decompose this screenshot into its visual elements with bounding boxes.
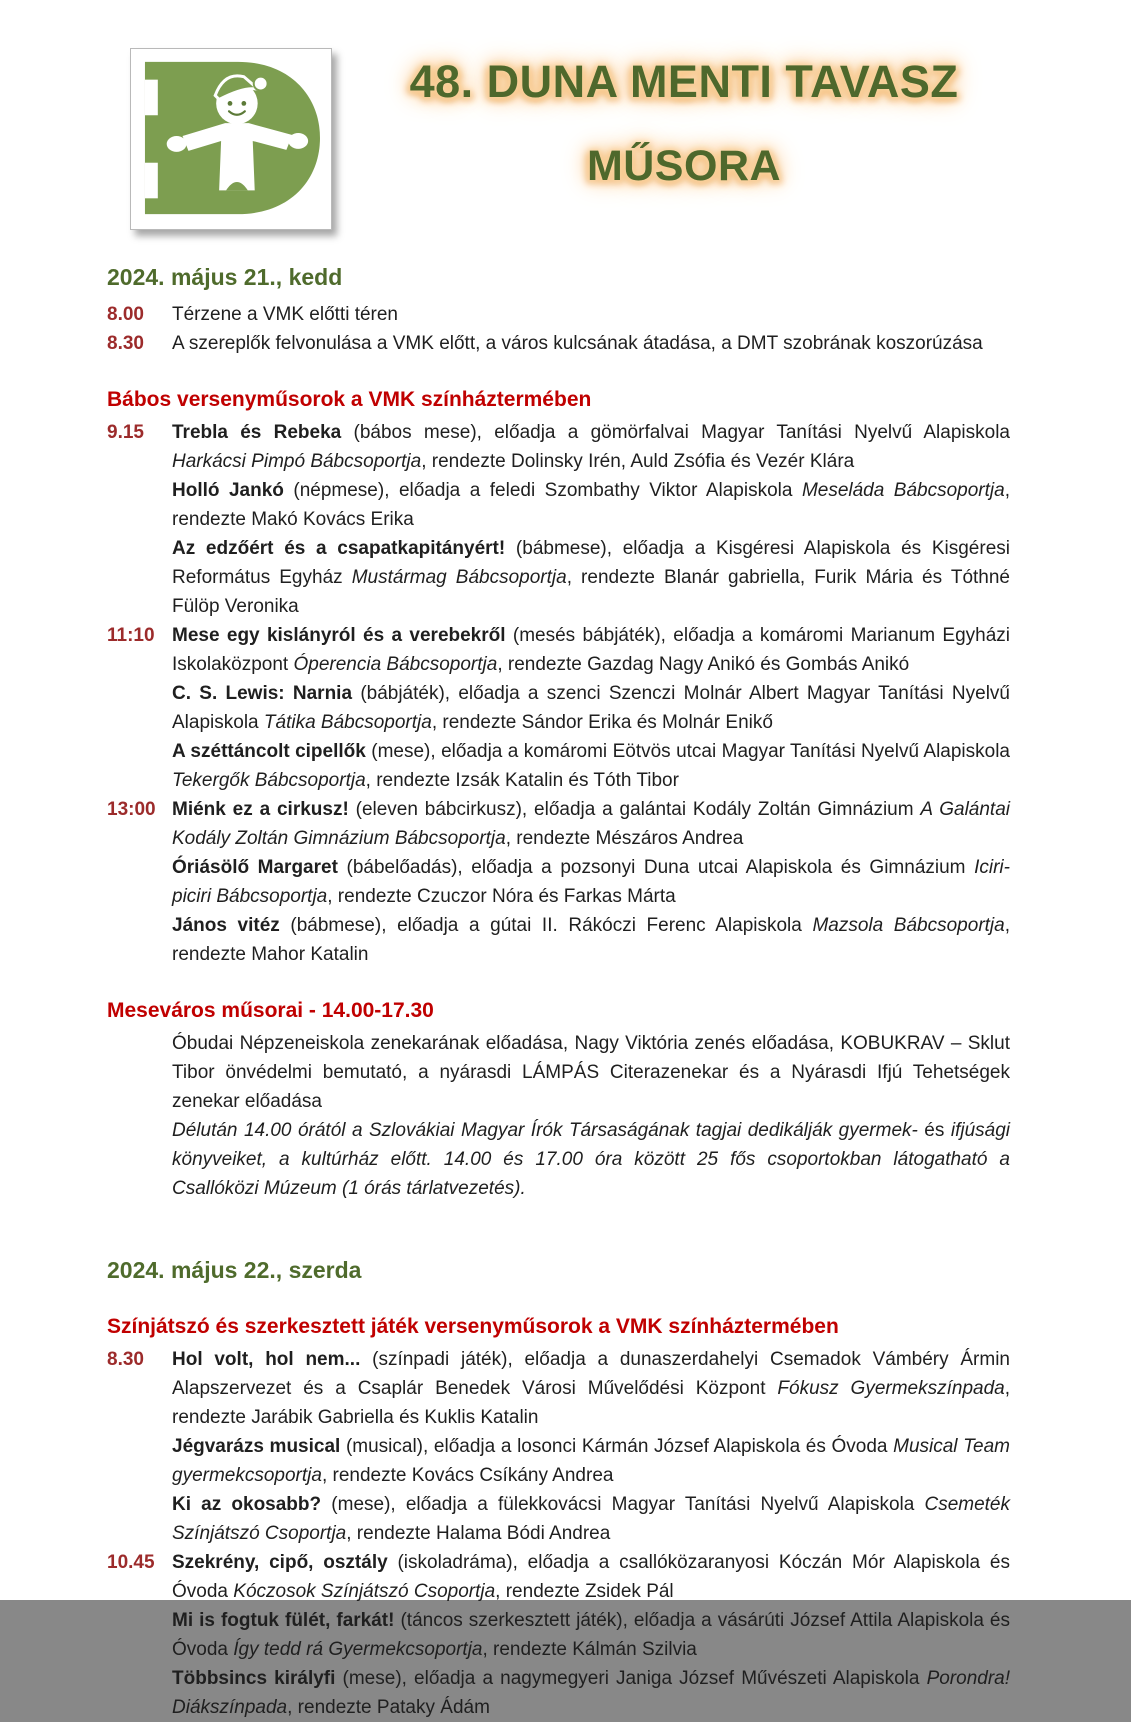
entry-text [172, 1606, 1010, 1664]
text-segment: Így tedd rá Gyermekcsoportja [233, 1639, 483, 1660]
entry-text [172, 853, 1010, 911]
text-segment: Óbudai Népzeneiskola zenekarának előadása, Nagy Viktória zenés előadása, KOBUKRAV – Sklut Tibor önvédelmi bemutató, a nyárasdi LÁMPÁS Citerazenekar és a Nyárasdi Ifjú Tehetségek zenekar előadása [172, 1033, 1010, 1112]
entry-text [172, 621, 1010, 679]
entry-time: 13:00 [107, 799, 156, 820]
text-segment: Óriásölő Margaret [172, 857, 347, 878]
text-segment: C. S. Lewis: Narnia [172, 683, 361, 704]
text-segment: Ki az okosabb? [172, 1494, 332, 1515]
text-segment: , rendezte Blanár gabriella, Furik Mária és Tóthné Fülöp Veronika [172, 567, 1010, 617]
text-segment: Meseláda Bábcsoportja [801, 480, 1005, 501]
program-entry [107, 1432, 1010, 1490]
program-entry [107, 853, 1010, 911]
text-segment: , rendezte Jarábik Gabriella és Kuklis Katalin [172, 1378, 1010, 1428]
entry-text [172, 1029, 1010, 1116]
entry-text [172, 329, 1010, 358]
entry-time [107, 1606, 172, 1664]
entry-text [172, 795, 1010, 853]
entry-time [107, 1029, 172, 1116]
text-segment: (iskoladráma), előadja a csallóközaranyosi Kóczán Mór Alapiskola és Óvoda [172, 1552, 1010, 1602]
text-segment: A széttáncolt cipellők [172, 741, 372, 762]
header [0, 0, 1131, 230]
program-entry [107, 1664, 1010, 1722]
page-title: 48. DUNA MENTI TAVASZ [409, 56, 959, 107]
duna-menti-tavasz-logo-icon [131, 49, 329, 227]
entry-text [172, 1490, 1010, 1548]
entry-time: 8.30 [107, 1349, 144, 1370]
text-segment: (mesés bábjáték), előadja a komáromi Marianum Egyházi Iskolaközpont [172, 625, 1010, 675]
entry-time [107, 737, 172, 795]
text-segment: , rendezte Czuczor Nóra és Farkas Márta [327, 886, 676, 907]
program-entry [107, 911, 1010, 969]
text-segment: A szereplők felvonulása a VMK előtt, a város kulcsának átadása, a DMT szobrának koszorúzása [172, 333, 983, 354]
text-segment: (musical), előadja a losonci Kármán József Alapiskola és Óvoda [345, 1436, 894, 1457]
entry-text [172, 1116, 1010, 1203]
program-entry [107, 1548, 1010, 1606]
text-segment: (bábos mese), előadja a gömörfalvai Magyar Tanítási Nyelvű Alapiskola [353, 422, 1010, 443]
text-segment: (mese), előadja a fülekkovácsi Magyar Tanítási Nyelvű Alapiskola [331, 1494, 925, 1515]
text-segment: Musical Team gyermekcsoportja [172, 1436, 1010, 1486]
text-segment: Holló Jankó [172, 480, 294, 501]
entry-time [107, 911, 172, 969]
section-heading: Bábos versenyműsorok a VMK színháztermében [107, 388, 592, 411]
text-segment: Óperencia Bábcsoportja [293, 654, 498, 675]
text-segment: , rendezte Dolinsky Irén, Auld Zsófia és Vezér Klára [421, 451, 855, 472]
text-segment: Szekrény, cipő, osztály [172, 1552, 398, 1573]
entry-time [107, 1490, 172, 1548]
text-segment: , rendezte Pataky Ádám [287, 1697, 490, 1718]
entry-text [172, 1432, 1010, 1490]
text-segment: Mustármag Bábcsoportja [351, 567, 567, 588]
date-heading: 2024. május 22., szerda [107, 1257, 362, 1283]
program-entry [107, 621, 1010, 679]
text-segment: (eleven bábcirkusz), előadja a galántai Kodály Zoltán Gimnázium [355, 799, 921, 820]
program-entry [107, 534, 1010, 621]
text-segment: (táncos szerkesztett játék), előadja a vásárúti József Attila Alapiskola és Óvoda [172, 1610, 1010, 1660]
text-segment: , rendezte Makó Kovács Erika [172, 480, 1010, 530]
entry-time: 8.00 [107, 304, 144, 325]
entry-text [172, 476, 1010, 534]
text-segment: , rendezte Mahor Katalin [172, 915, 1010, 965]
entry-time: 9.15 [107, 422, 144, 443]
text-segment: , rendezte Izsák Katalin és Tóth Tibor [365, 770, 679, 791]
text-segment: (színpadi játék), előadja a dunaszerdahelyi Csemadok Vámbéry Ármin Alapszervezet és a Csaplár Benedek Városi Művelődési Központ [172, 1349, 1010, 1399]
program-entry [107, 1490, 1010, 1548]
festival-logo [130, 48, 332, 230]
entry-time [107, 534, 172, 621]
entry-text [172, 911, 1010, 969]
entry-text [172, 534, 1010, 621]
text-segment: Az edzőért és a csapatkapitányért! [172, 538, 516, 559]
entry-text [172, 1345, 1010, 1432]
text-segment: János vitéz [172, 915, 291, 936]
text-segment: Trebla és Rebeka [172, 422, 354, 443]
text-segment: Harkácsi Pimpó Bábcsoportja [172, 451, 422, 472]
entry-text [172, 1548, 1010, 1606]
program-entry [107, 329, 1010, 358]
program-entry [107, 1606, 1010, 1664]
text-segment: Porondra! Diákszínpada [172, 1668, 1011, 1718]
text-segment: és [917, 1120, 951, 1141]
text-segment: Délután 14.00 órától a Szlovákiai Magyar Írók Társaságának tagjai dedikálják gyermek- [172, 1120, 918, 1141]
text-segment: Hol volt, hol nem... [172, 1349, 373, 1370]
text-segment: (mese), előadja a komáromi Eötvös utcai Magyar Tanítási Nyelvű Alapiskola [371, 741, 1011, 762]
title-block [332, 56, 1131, 191]
text-segment: Fókusz Gyermekszínpada [777, 1378, 1005, 1399]
text-segment: Mazsola Bábcsoportja [812, 915, 1005, 936]
program-entry [107, 795, 1010, 853]
program-entry [107, 737, 1010, 795]
text-segment: , rendezte Gazdag Nagy Anikó és Gombás Anikó [497, 654, 910, 675]
entry-time: 8.30 [107, 333, 144, 354]
entry-time: 11:10 [107, 625, 155, 646]
text-segment: (mese), előadja a nagymegyeri Janiga József Művészeti Alapiskola [342, 1668, 927, 1689]
entry-text [172, 1664, 1010, 1722]
text-segment: ifjúsági könyveiket, a kultúrház előtt. 14.00 és 17.00 óra között 25 fős csoportokban látogatható a Csallóközi Múzeum (1 órás tárlatvezetés). [172, 1120, 1010, 1199]
entry-time [107, 679, 172, 737]
text-segment: Tátika Bábcsoportja [263, 712, 432, 733]
section-heading: Színjátszó és szerkesztett játék versenyműsorok a VMK színháztermében [107, 1315, 839, 1338]
program-body [0, 230, 1131, 1722]
entry-time: 10.45 [107, 1552, 155, 1573]
program-entry [107, 1345, 1010, 1432]
text-segment: (bábjáték), előadja a szenci Szenczi Molnár Albert Magyar Tanítási Nyelvű Alapiskola [172, 683, 1011, 733]
section-heading: Meseváros műsorai - 14.00-17.30 [107, 999, 434, 1022]
program-entry [107, 1116, 1010, 1203]
entry-time [107, 1116, 172, 1203]
text-segment: (népmese), előadja a feledi Szombathy Viktor Alapiskola [293, 480, 802, 501]
text-segment: , rendezte Sándor Erika és Molnár Enikő [431, 712, 773, 733]
text-segment: Kóczosok Színjátszó Csoportja [233, 1581, 496, 1602]
program-entry [107, 300, 1010, 329]
text-segment: Jégvarázs musical [172, 1436, 346, 1457]
text-segment: Mese egy kislányról és a verebekről [172, 625, 513, 646]
text-segment: (bábelőadás), előadja a pozsonyi Duna utcai Alapiskola és Gimnázium [346, 857, 975, 878]
program-entry [107, 476, 1010, 534]
entry-text [172, 679, 1010, 737]
text-segment: , rendezte Halama Bódi Andrea [346, 1523, 611, 1544]
text-segment: Csemeték Színjátszó Csoportja [172, 1494, 1010, 1544]
text-segment: (bábmese), előadja a gútai II. Rákóczi Ferenc Alapiskola [290, 915, 813, 936]
program-entry [107, 418, 1010, 476]
text-segment: Térzene a VMK előtti téren [172, 304, 398, 325]
text-segment: A Galántai Kodály Zoltán Gimnázium Bábcsoportja [172, 799, 1010, 849]
text-segment: Miénk ez a cirkusz! [172, 799, 356, 820]
text-segment: , rendezte Mészáros Andrea [505, 828, 744, 849]
entry-time [107, 853, 172, 911]
text-segment: , rendezte Kálmán Szilvia [482, 1639, 697, 1660]
text-segment: Többsincs királyfi [172, 1668, 343, 1689]
entry-text [172, 737, 1010, 795]
text-segment: (bábmese), előadja a Kisgéresi Alapiskola és Kisgéresi Református Egyház [172, 538, 1010, 588]
date-heading: 2024. május 21., kedd [107, 264, 343, 290]
program-entry [107, 679, 1010, 737]
entry-text [172, 300, 1010, 329]
entry-time [107, 1664, 172, 1722]
text-segment: Iciri-piciri Bábcsoportja [172, 857, 1010, 907]
page-subtitle: MŰSORA [586, 142, 782, 190]
text-segment: , rendezte Kovács Csíkány Andrea [321, 1465, 614, 1486]
entry-time [107, 476, 172, 534]
entry-time [107, 1432, 172, 1490]
text-segment: , rendezte Zsidek Pál [495, 1581, 674, 1602]
program-entry [107, 1029, 1010, 1116]
text-segment: Mi is fogtuk fülét, farkát! [172, 1610, 401, 1631]
text-segment: Tekergők Bábcsoportja [172, 770, 366, 791]
entry-text [172, 418, 1010, 476]
